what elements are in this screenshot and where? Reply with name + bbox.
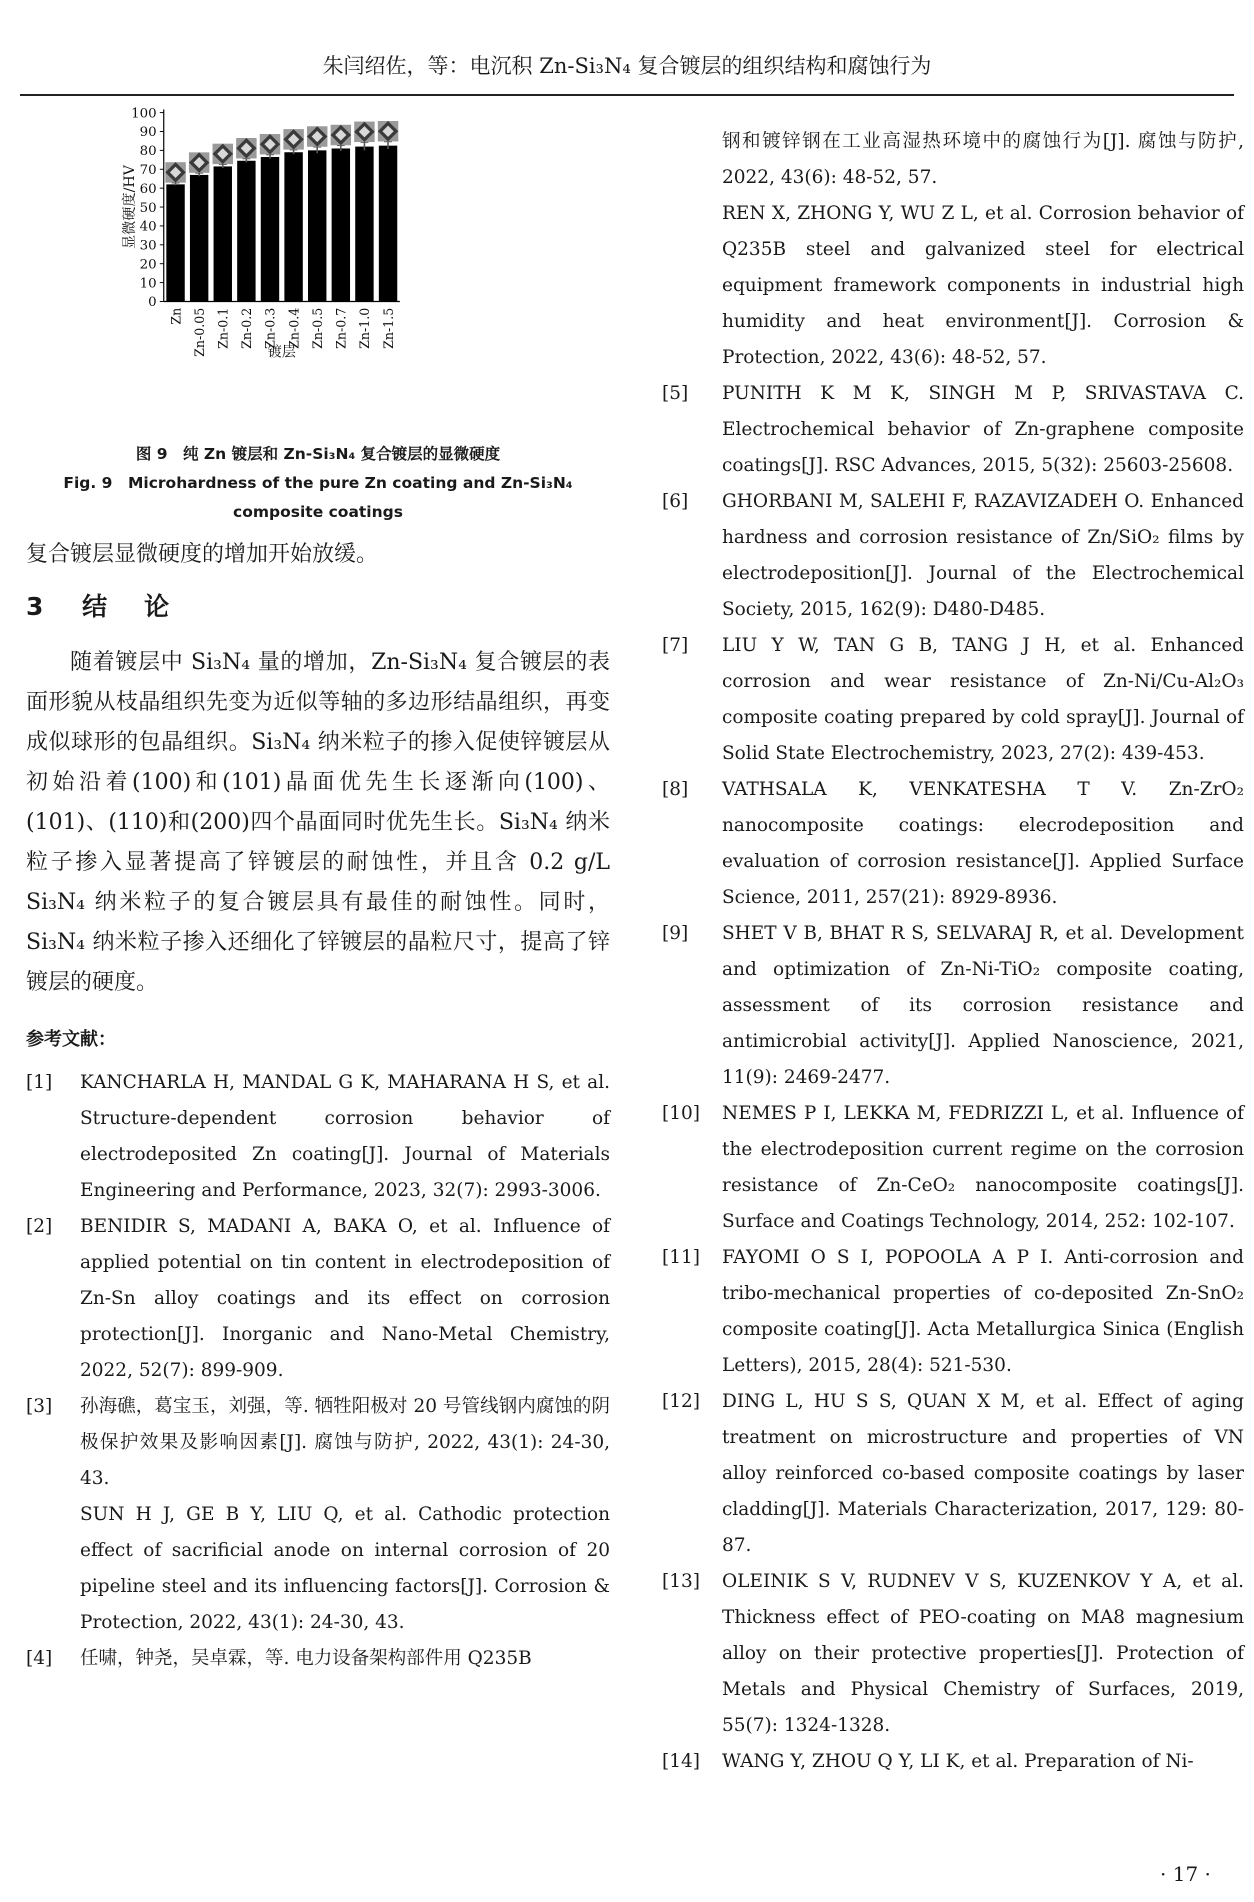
paragraph-continuation: 复合镀层显微硬度的增加开始放缓。	[26, 542, 379, 567]
reference-translation: REN X, ZHONG Y, WU Z L, et al. Corrosion behavior of Q235B steel and galvanized steel for electrical equipment framework components in industrial high humidity and heat environment[J]. Corrosion & Protection, 2022, 43(6): 48-52, 57.	[722, 203, 1244, 368]
y-tick-label: 40	[139, 219, 157, 235]
left-reference-list	[26, 1065, 610, 1677]
bar-Zn-0.4	[284, 152, 302, 301]
page-number: · 17 ·	[1160, 1862, 1211, 1886]
y-tick-label: 60	[139, 181, 157, 197]
reference-number: [3]	[26, 1396, 53, 1417]
reference-text: LIU Y W, TAN G B, TANG J H, et al. Enhanced corrosion and wear resistance of Zn-Ni/Cu-Al₂O₃ composite coating prepared by cold spray[J]. Journal of Solid State Electrochemistry, 2023, 27(2): 439-453.	[722, 635, 1244, 764]
reference-number: [12]	[662, 1391, 700, 1412]
figure-caption-en-1: Fig. 9 Microhardness of the pure Zn coating and Zn-Si₃N₄	[63, 474, 573, 492]
reference-number: [8]	[662, 779, 689, 800]
reference-text: GHORBANI M, SALEHI F, RAZAVIZADEH O. Enhanced hardness and corrosion resistance of Zn/SiO₂ films by electrodeposition[J]. Journal of the Electrochemical Society, 2015, 162(9): D480-D485.	[722, 491, 1244, 620]
x-axis-label: 镀层	[267, 344, 296, 361]
reference-text: OLEINIK S V, RUDNEV V S, KUZENKOV Y A, et al. Thickness effect of PEO-coating on MA8 magnesium alloy on their protective properties[J]. Protection of Metals and Physical Chemistry of Surfaces, 2019, 55(7): 1324-1328.	[722, 1571, 1244, 1736]
bar-Zn-1.0	[355, 147, 373, 302]
y-tick-label: 30	[139, 238, 157, 254]
reference-number: [1]	[26, 1072, 53, 1093]
x-tick-label: Zn-1.0	[357, 307, 373, 349]
reference-continuation: 钢和镀锌钢在工业高湿热环境中的腐蚀行为[J]. 腐蚀与防护, 2022, 43(6): 48-52, 57.	[722, 131, 1244, 188]
y-tick-label: 100	[131, 106, 157, 122]
reference-item	[662, 484, 1244, 628]
reference-item	[662, 1240, 1244, 1384]
left-column	[26, 100, 610, 1677]
y-tick-label: 90	[139, 125, 157, 141]
running-header: 朱闫绍佐，等：电沉积 Zn-Si₃N₄ 复合镀层的组织结构和腐蚀行为	[322, 54, 932, 78]
bar-Zn-0.7	[332, 148, 350, 301]
right-reference-list	[662, 376, 1244, 1780]
right-column	[662, 124, 1244, 1780]
bar-Zn-0.2	[237, 161, 255, 302]
figure-caption-cn: 图 9 纯 Zn 镀层和 Zn-Si₃N₄ 复合镀层的显微硬度	[135, 445, 501, 463]
figure-9	[26, 100, 610, 440]
reference-text: 孙海礁，葛宝玉，刘强，等. 牺牲阳极对 20 号管线钢内腐蚀的阴极保护效果及影响因素[J]. 腐蚀与防护, 2022, 43(1): 24-30, 43.	[80, 1396, 610, 1489]
bar-Zn-1.5	[379, 146, 397, 302]
y-tick-label: 50	[139, 200, 157, 216]
x-tick-label: Zn-1.5	[380, 307, 396, 349]
x-tick-label: Zn-0.5	[309, 307, 325, 349]
reference-translation: SUN H J, GE B Y, LIU Q, et al. Cathodic protection effect of sacrificial anode on internal corrosion of 20 pipeline steel and its influencing factors[J]. Corrosion & Protection, 2022, 43(1): 24-30, 43.	[80, 1504, 610, 1633]
reference-text: PUNITH K M K, SINGH M P, SRIVASTAVA C. Electrochemical behavior of Zn-graphene composite coatings[J]. RSC Advances, 2015, 5(32): 25603-25608.	[722, 383, 1244, 476]
reference-item	[662, 1564, 1244, 1744]
reference-text: FAYOMI O S I, POPOOLA A P I. Anti-corrosion and tribo-mechanical properties of co-deposited Zn-SnO₂ composite coating[J]. Acta Metallurgica Sinica (English Letters), 2015, 28(4): 521-530.	[722, 1247, 1244, 1376]
reference-number: [14]	[662, 1751, 700, 1772]
bar-Zn-0.5	[308, 150, 326, 301]
bar-Zn-0.3	[261, 157, 279, 302]
references-heading: 参考文献：	[26, 1029, 116, 1050]
x-tick-label: Zn-0.4	[286, 307, 302, 349]
reference-text: BENIDIR S, MADANI A, BAKA O, et al. Influence of applied potential on tin content in electrodeposition of Zn-Sn alloy coatings and its effect on corrosion protection[J]. Inorganic and Nano-Metal Chemistry, 2022, 52(7): 899-909.	[80, 1216, 610, 1381]
reference-text: WANG Y, ZHOU Q Y, LI K, et al. Preparation of Ni-	[722, 1751, 1194, 1772]
section-title: 结 论	[82, 592, 176, 621]
reference-number: [13]	[662, 1571, 700, 1592]
reference-text: NEMES P I, LEKKA M, FEDRIZZI L, et al. Influence of the electrodeposition current regime on the corrosion resistance of Zn-CeO₂ nanocomposite coatings[J]. Surface and Coatings Technology, 2014, 252: 102-107.	[722, 1103, 1244, 1232]
y-tick-label: 10	[139, 276, 157, 292]
reference-item	[26, 1209, 610, 1389]
conclusion-paragraph: 随着镀层中 Si₃N₄ 量的增加，Zn-Si₃N₄ 复合镀层的表面形貌从枝晶组织先变为近似等轴的多边形结晶组织，再变成似球形的包晶组织。Si₃N₄ 纳米粒子的掺入促使锌镀层从初始沿着(100)和(101)晶面优先生长逐渐向(100)、(101)、(110)和(200)四个晶面同时优先生长。Si₃N₄ 纳米粒子掺入显著提高了锌镀层的耐蚀性，并且含 0.2 g/L Si₃N₄ 纳米粒子的复合镀层具有最佳的耐蚀性。同时，Si₃N₄ 纳米粒子掺入还细化了锌镀层的晶粒尺寸，提高了锌镀层的硬度。	[26, 650, 610, 995]
x-tick-label: Zn-0.3	[262, 307, 278, 349]
reference-item	[662, 628, 1244, 772]
microhardness-chart	[26, 100, 610, 440]
reference-item	[662, 1384, 1244, 1564]
reference-text: VATHSALA K, VENKATESHA T V. Zn-ZrO₂ nanocomposite coatings: elecrodeposition and evaluation of corrosion resistance[J]. Applied Surface Science, 2011, 257(21): 8929-8936.	[722, 779, 1244, 908]
reference-number: [2]	[26, 1216, 53, 1237]
bar-Zn-0.1	[214, 166, 232, 301]
x-tick-label: Zn	[168, 307, 184, 325]
x-tick-label: Zn-0.2	[239, 307, 255, 349]
bar-Zn	[166, 184, 184, 301]
y-tick-label: 70	[139, 162, 157, 178]
reference-item	[662, 772, 1244, 916]
y-tick-label: 20	[139, 257, 157, 273]
reference-number: [6]	[662, 491, 689, 512]
reference-text: SHET V B, BHAT R S, SELVARAJ R, et al. Development and optimization of Zn-Ni-TiO₂ composite coating, assessment of its corrosion resistance and antimicrobial activity[J]. Applied Nanoscience, 2021, 11(9): 2469-2477.	[722, 923, 1244, 1088]
section-number: 3	[26, 592, 50, 621]
header-rule	[20, 94, 1234, 96]
figure-caption-en-2: composite coatings	[233, 503, 403, 521]
reference-item	[662, 376, 1244, 484]
x-tick-label: Zn-0.7	[333, 307, 349, 349]
reference-text: 任啸，钟尧，吴卓霖，等. 电力设备架构部件用 Q235B	[80, 1648, 532, 1669]
reference-number: [4]	[26, 1648, 53, 1669]
y-tick-label: 80	[139, 144, 157, 160]
reference-number: [11]	[662, 1247, 700, 1268]
reference-number: [9]	[662, 923, 689, 944]
x-tick-label: Zn-0.1	[215, 307, 231, 349]
reference-number: [10]	[662, 1103, 700, 1124]
reference-item	[26, 1065, 610, 1209]
y-axis-label: 显微硬度/HV	[121, 165, 138, 250]
x-tick-label: Zn-0.05	[191, 307, 207, 357]
reference-item	[662, 916, 1244, 1096]
section-heading	[26, 587, 610, 623]
reference-number: [5]	[662, 383, 689, 404]
reference-text: KANCHARLA H, MANDAL G K, MAHARANA H S, et al. Structure-dependent corrosion behavior of electrodeposited Zn coating[J]. Journal of Materials Engineering and Performance, 2023, 32(7): 2993-3006.	[80, 1072, 610, 1201]
bar-Zn-0.05	[190, 175, 208, 302]
reference-item	[26, 1389, 610, 1497]
y-tick-label: 0	[148, 295, 157, 311]
reference-item	[662, 1744, 1244, 1780]
reference-number: [7]	[662, 635, 689, 656]
reference-item	[662, 1096, 1244, 1240]
reference-text: DING L, HU S S, QUAN X M, et al. Effect of aging treatment on microstructure and properties of VN alloy reinforced co-based composite coatings by laser cladding[J]. Materials Characterization, 2017, 129: 80-87.	[722, 1391, 1244, 1556]
reference-item	[26, 1641, 610, 1677]
